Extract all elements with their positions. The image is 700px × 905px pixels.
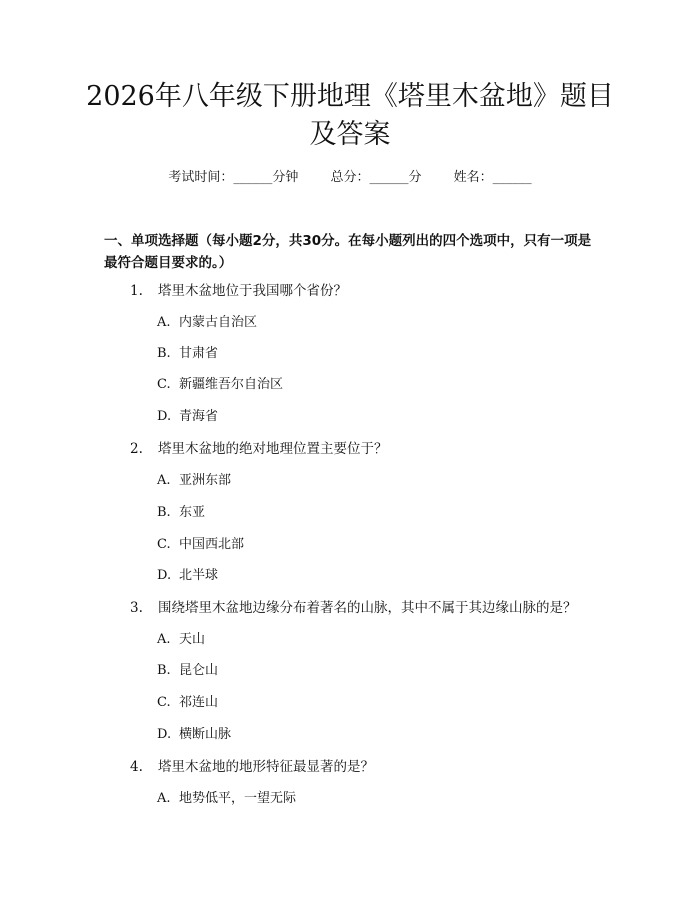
question-4-option-a: [157, 789, 296, 809]
question-text: 塔里木盆地的绝对地理位置主要位于？: [158, 441, 388, 457]
question-number: 1.: [130, 283, 143, 299]
question-2-option-a: [157, 471, 231, 491]
question-number: 4.: [130, 759, 143, 775]
question-number: 3.: [130, 600, 143, 616]
exam-time-label: 考试时间：______分钟: [168, 170, 299, 185]
question-1-option-b: [157, 344, 218, 364]
question-2-option-b: [157, 503, 205, 523]
question-3: [130, 598, 577, 618]
option-text: 内蒙古自治区: [179, 315, 258, 330]
question-3-option-b: [157, 661, 218, 681]
option-text: 祁连山: [179, 695, 219, 710]
question-2: [130, 439, 388, 459]
option-letter: A.: [157, 632, 171, 647]
question-2-option-c: [157, 535, 244, 555]
question-3-option-a: [157, 630, 205, 650]
question-3-option-c: [157, 693, 218, 713]
exam-info-line: [0, 168, 700, 188]
option-text: 甘肃省: [179, 346, 219, 361]
option-text: 横断山脉: [179, 727, 232, 742]
option-text: 中国西北部: [179, 537, 245, 552]
question-text: 塔里木盆地的地形特征最显著的是？: [158, 759, 374, 775]
option-text: 地势低平，一望无际: [179, 791, 297, 806]
question-number: 2.: [130, 441, 143, 457]
question-text: 围绕塔里木盆地边缘分布着著名的山脉，其中不属于其边缘山脉的是？: [158, 600, 577, 616]
option-letter: A.: [157, 791, 171, 806]
option-letter: A.: [157, 473, 171, 488]
option-letter: B.: [157, 663, 171, 678]
option-text: 青海省: [179, 409, 219, 424]
question-text: 塔里木盆地位于我国哪个省份？: [158, 283, 347, 299]
option-letter: B.: [157, 505, 171, 520]
section-heading-single-choice: 一、单项选择题（每小题2分，共30分。在每小题列出的四个选项中，只有一项是最符合题目要求的。）: [104, 233, 592, 271]
option-letter: A.: [157, 315, 171, 330]
question-1-option-c: [157, 375, 283, 395]
option-text: 北半球: [179, 568, 219, 583]
option-letter: C.: [157, 537, 171, 552]
option-letter: B.: [157, 346, 171, 361]
question-2-option-d: [157, 566, 218, 586]
option-letter: C.: [157, 695, 171, 710]
option-text: 昆仑山: [179, 663, 219, 678]
question-4: [130, 757, 374, 777]
document-title: 2026年八年级下册地理《塔里木盆地》题目及答案: [86, 81, 614, 150]
question-3-option-d: [157, 725, 231, 745]
option-letter: C.: [157, 377, 171, 392]
question-1-option-d: [157, 407, 218, 427]
option-text: 东亚: [179, 505, 206, 520]
question-1: [130, 281, 347, 301]
option-text: 新疆维吾尔自治区: [179, 377, 284, 392]
option-letter: D.: [157, 568, 172, 583]
option-text: 天山: [179, 632, 206, 647]
option-letter: D.: [157, 409, 172, 424]
option-text: 亚洲东部: [179, 473, 232, 488]
option-letter: D.: [157, 727, 172, 742]
question-1-option-a: [157, 313, 257, 333]
student-name-label: 姓名：______: [453, 170, 532, 185]
total-score-label: 总分：______分: [330, 170, 422, 185]
